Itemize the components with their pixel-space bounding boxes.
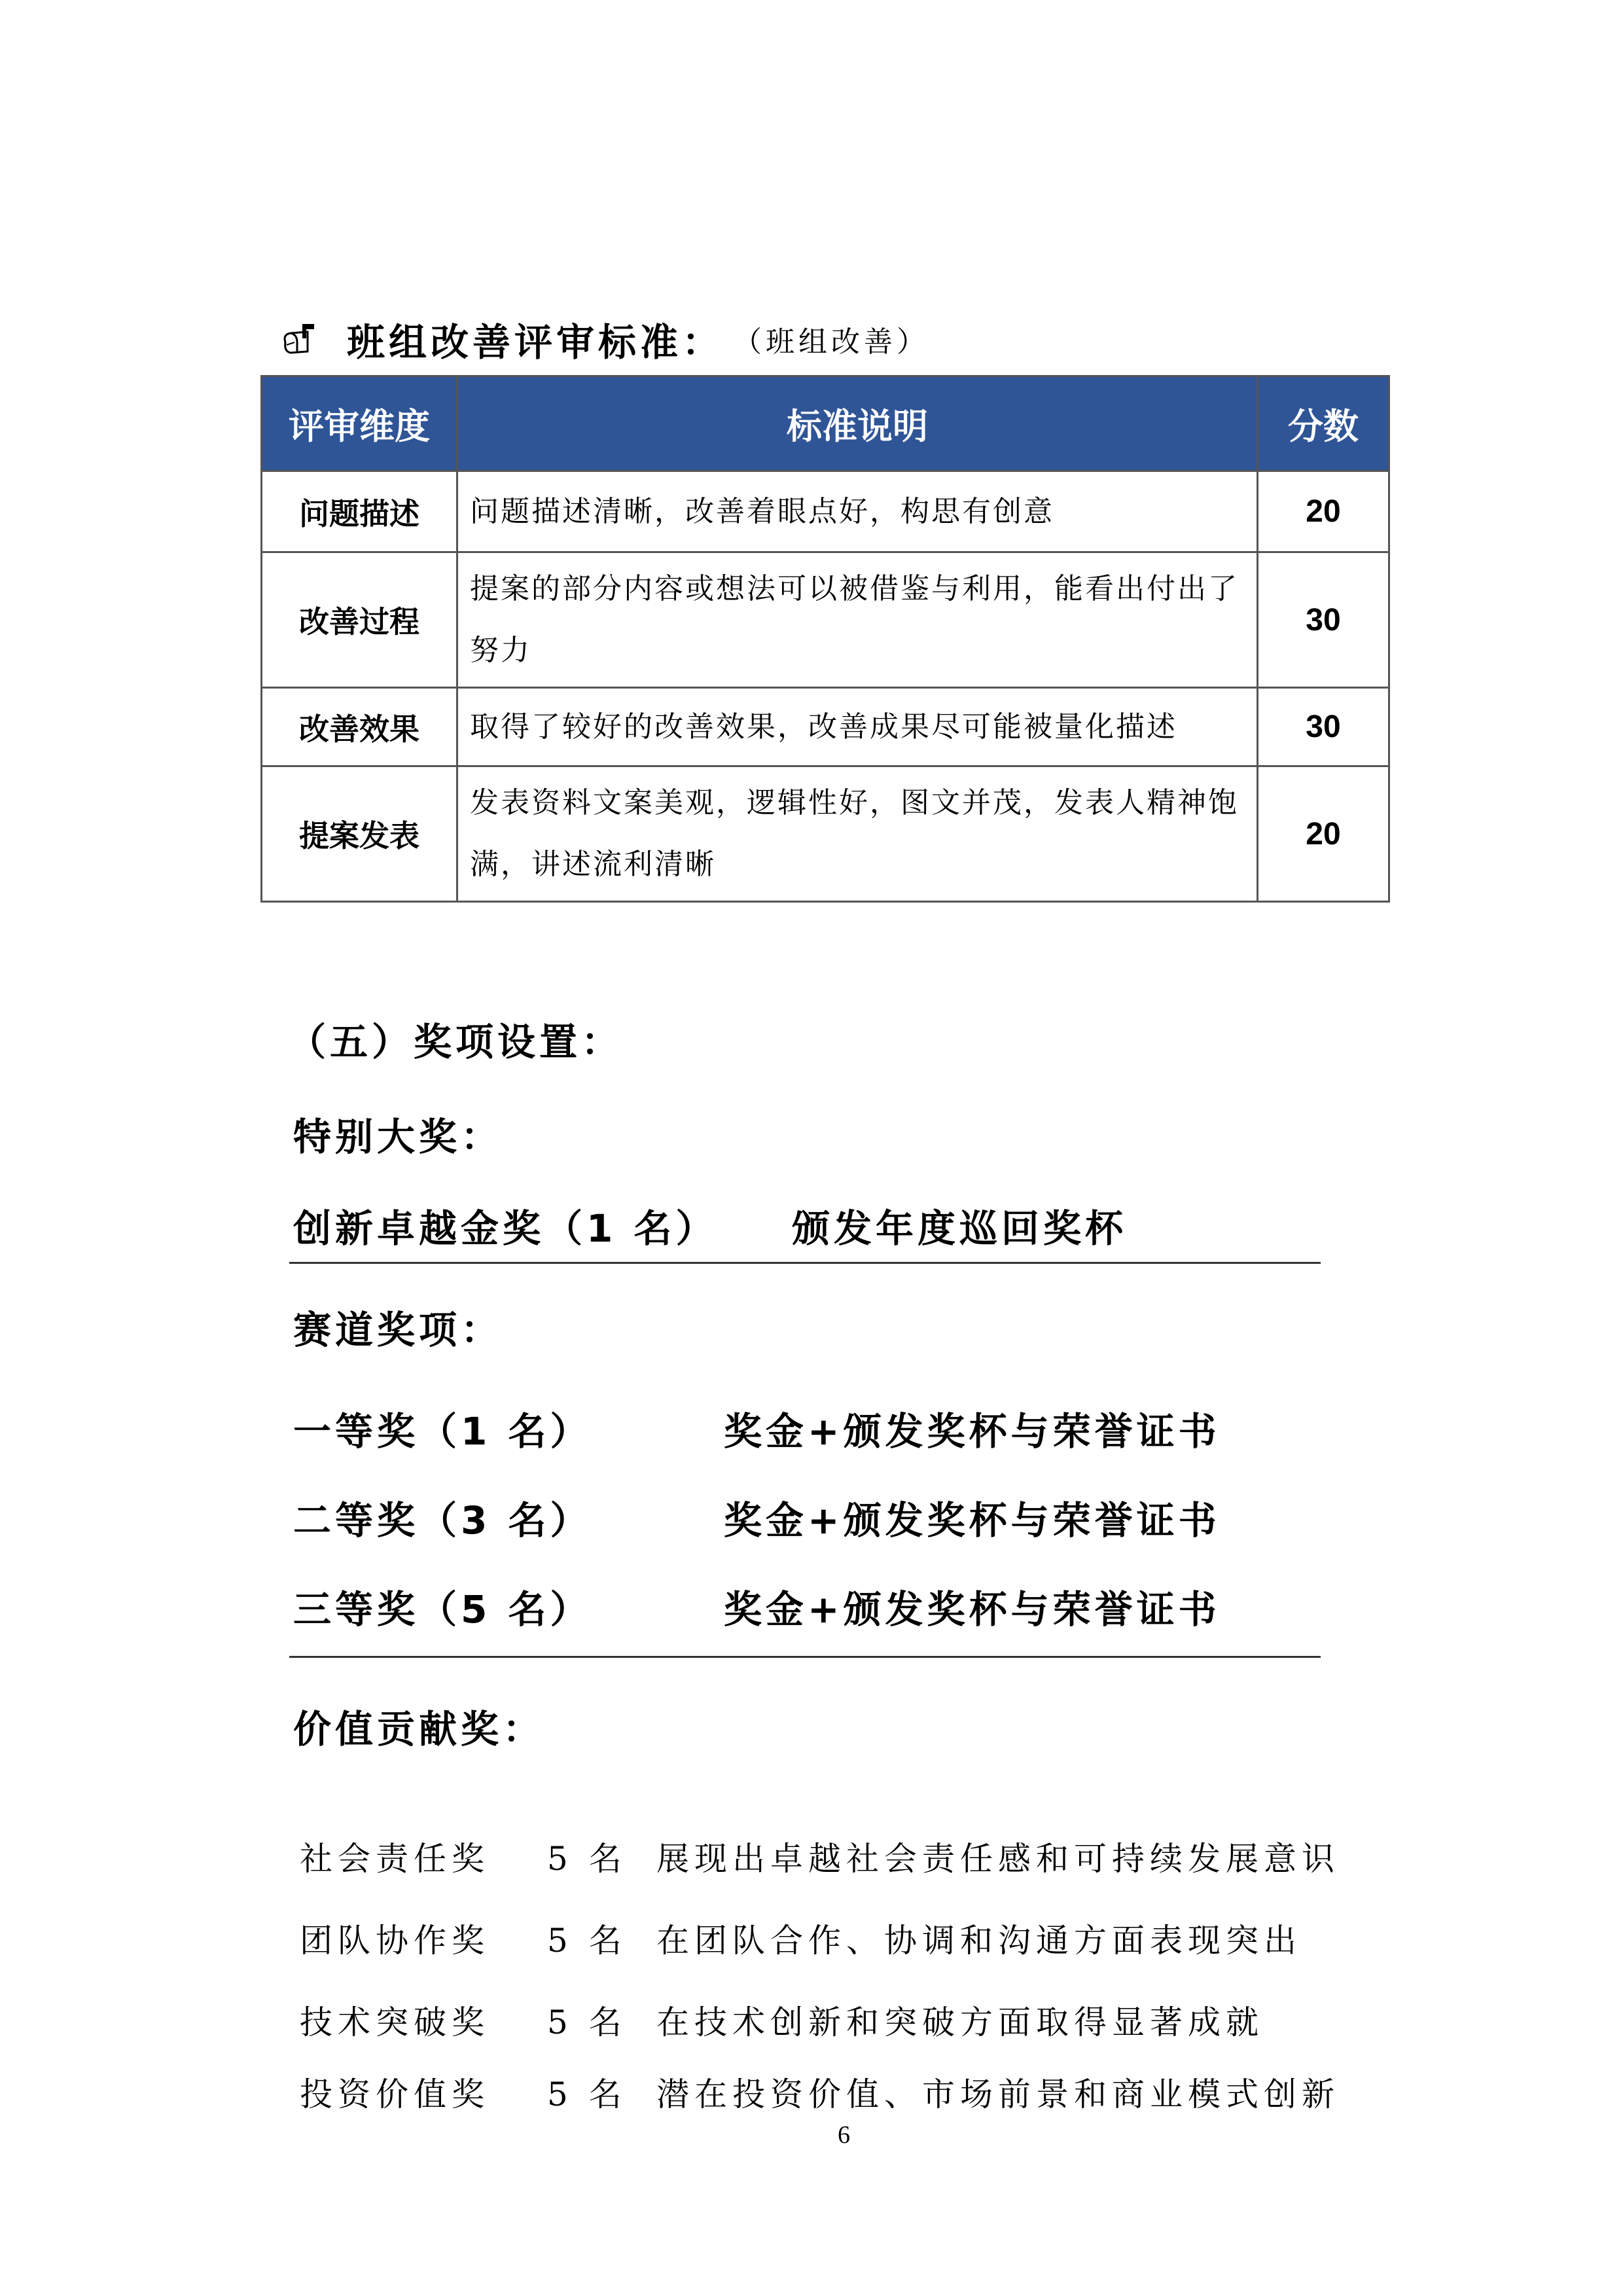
row-dimension: 改善过程 <box>262 552 457 688</box>
table-header-row <box>262 376 1389 471</box>
grand-prize-heading: 特别大奖： <box>293 1115 503 1159</box>
value-award-count: 5 名 <box>547 1840 627 1878</box>
track-award-name: 一等奖（1 名） <box>293 1409 592 1454</box>
value-award-desc: 在技术创新和突破方面取得显著成就 <box>656 2003 1264 2041</box>
value-award-count: 5 名 <box>547 2075 627 2113</box>
track-award-reward: 奖金+颁发奖杯与荣誉证书 <box>724 1587 1221 1632</box>
criteria-subtitle: （班组改善） <box>733 325 930 359</box>
track-award-reward: 奖金+颁发奖杯与荣誉证书 <box>724 1498 1221 1543</box>
header-description: 标准说明 <box>457 376 1258 471</box>
row-dimension: 改善效果 <box>262 688 457 766</box>
value-award-count: 5 名 <box>547 1922 627 1960</box>
track-awards-heading: 赛道奖项： <box>293 1308 503 1352</box>
track-award-reward: 奖金+颁发奖杯与荣誉证书 <box>724 1409 1221 1454</box>
row-description: 问题描述清晰，改善着眼点好，构思有创意 <box>457 471 1258 552</box>
criteria-title: 班组改善评审标准： <box>347 320 724 365</box>
table-row <box>262 471 1389 552</box>
divider <box>289 1656 1321 1658</box>
grand-prize-reward: 颁发年度巡回奖杯 <box>792 1206 1128 1251</box>
grand-prize-name: 创新卓越金奖（1 名） <box>293 1206 718 1251</box>
awards-section-title: （五）奖项设置： <box>288 1020 624 1064</box>
mailbox-icon <box>281 323 322 355</box>
row-score: 20 <box>1258 766 1389 902</box>
value-award-desc: 在团队合作、协调和沟通方面表现突出 <box>656 1922 1302 1960</box>
page-number: 6 <box>838 2121 850 2149</box>
row-score: 30 <box>1258 552 1389 688</box>
criteria-table <box>260 375 1390 903</box>
value-award-name: 团队协作奖 <box>300 1922 490 1960</box>
row-dimension: 问题描述 <box>262 471 457 552</box>
row-description: 取得了较好的改善效果，改善成果尽可能被量化描述 <box>457 688 1258 766</box>
table-row <box>262 688 1389 766</box>
divider <box>289 1262 1321 1264</box>
value-award-name: 技术突破奖 <box>300 2003 490 2041</box>
row-description: 发表资料文案美观，逻辑性好，图文并茂，发表人精神饱满，讲述流利清晰 <box>457 766 1258 902</box>
value-award-name: 社会责任奖 <box>300 1840 490 1878</box>
header-score: 分数 <box>1258 376 1389 471</box>
value-awards-heading: 价值贡献奖： <box>293 1707 545 1751</box>
criteria-section-title <box>281 313 929 365</box>
row-dimension: 提案发表 <box>262 766 457 902</box>
row-score: 20 <box>1258 471 1389 552</box>
table-row <box>262 552 1389 688</box>
value-award-name: 投资价值奖 <box>300 2075 490 2113</box>
track-award-name: 三等奖（5 名） <box>293 1587 592 1632</box>
header-dimension: 评审维度 <box>262 376 457 471</box>
table-row <box>262 766 1389 902</box>
value-award-desc: 展现出卓越社会责任感和可持续发展意识 <box>656 1840 1340 1878</box>
row-score: 30 <box>1258 688 1389 766</box>
value-award-count: 5 名 <box>547 2003 627 2041</box>
row-description: 提案的部分内容或想法可以被借鉴与利用，能看出付出了努力 <box>457 552 1258 688</box>
value-award-desc: 潜在投资价值、市场前景和商业模式创新 <box>656 2075 1340 2113</box>
track-award-name: 二等奖（3 名） <box>293 1498 592 1543</box>
